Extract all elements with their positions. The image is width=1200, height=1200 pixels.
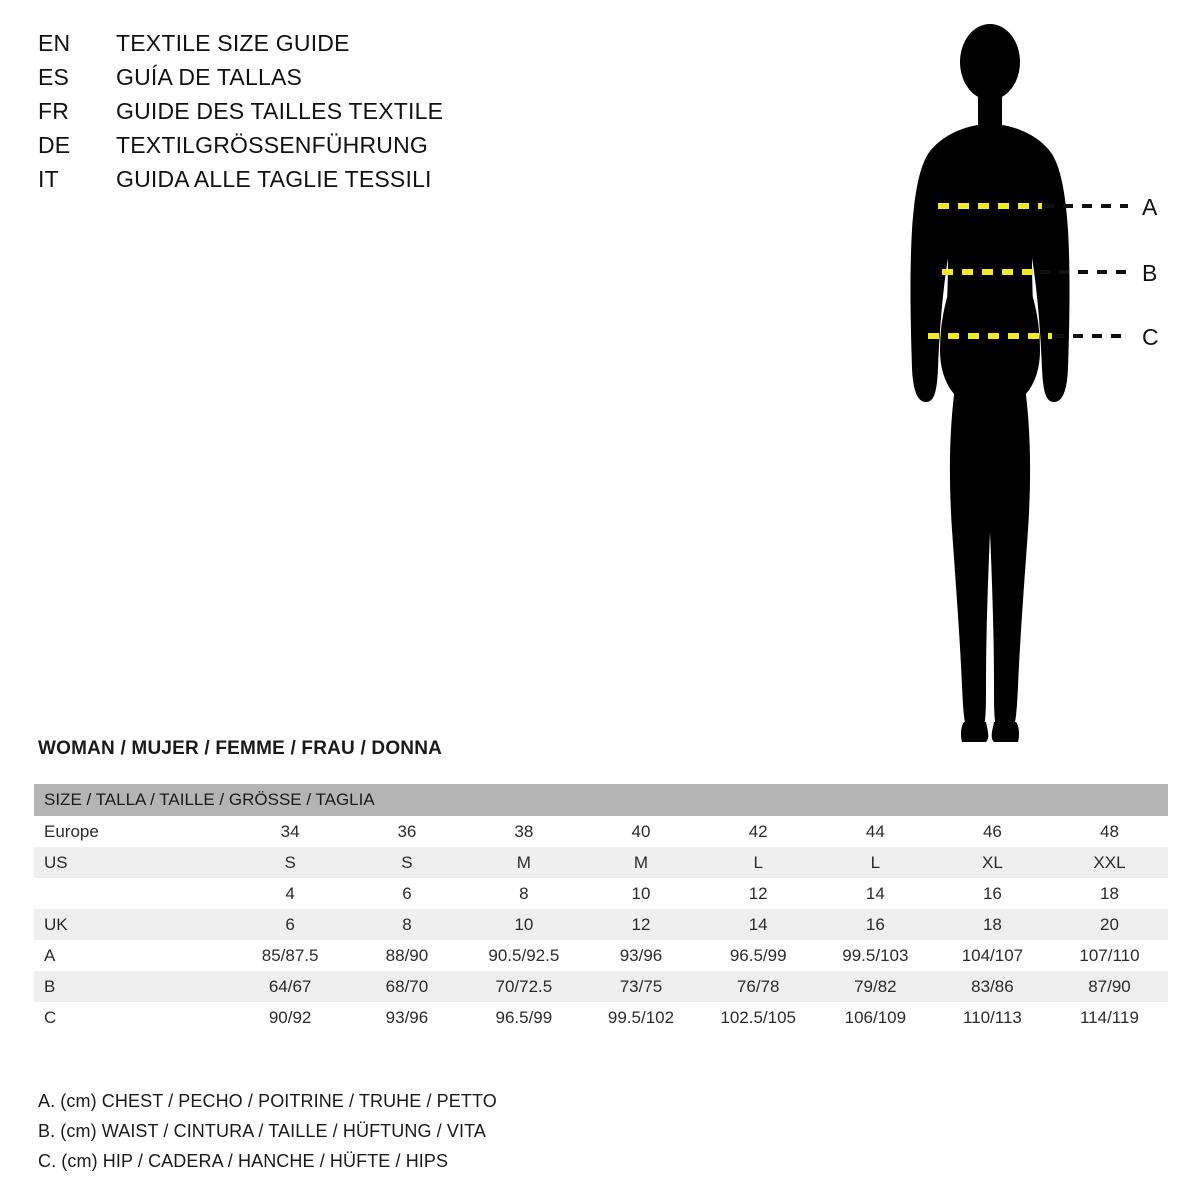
cell: 14 xyxy=(817,878,934,909)
row-label-c: C xyxy=(34,1002,232,1033)
marker-label-a: A xyxy=(1142,194,1158,220)
cell: 110/113 xyxy=(934,1002,1051,1033)
cell: 6 xyxy=(232,909,349,940)
title-row-de xyxy=(38,132,638,166)
language-code-en: EN xyxy=(38,30,71,56)
cell: 42 xyxy=(700,816,817,847)
cell: 70/72.5 xyxy=(465,971,582,1002)
table-row xyxy=(34,940,1168,971)
cell: 76/78 xyxy=(700,971,817,1002)
marker-label-b: B xyxy=(1142,260,1158,286)
cell: S xyxy=(349,847,466,878)
row-label-a: A xyxy=(34,940,232,971)
cell: 73/75 xyxy=(582,971,699,1002)
cell: 90/92 xyxy=(232,1002,349,1033)
cell: 93/96 xyxy=(349,1002,466,1033)
title-text-it: GUIDA ALLE TAGLIE TESSILI xyxy=(116,166,432,192)
cell: 40 xyxy=(582,816,699,847)
row-label-europe: Europe xyxy=(34,816,232,847)
marker-label-c: C xyxy=(1142,324,1159,350)
table-header-row xyxy=(34,784,1168,816)
cell: 38 xyxy=(465,816,582,847)
title-row-it xyxy=(38,166,638,200)
cell: 36 xyxy=(349,816,466,847)
cell: 96.5/99 xyxy=(700,940,817,971)
cell: 16 xyxy=(817,909,934,940)
cell: 18 xyxy=(934,909,1051,940)
title-text-de: TEXTILGRÖSSENFÜHRUNG xyxy=(116,132,428,158)
cell: 18 xyxy=(1051,878,1168,909)
cell: 34 xyxy=(232,816,349,847)
table-row xyxy=(34,971,1168,1002)
cell: L xyxy=(817,847,934,878)
cell: 64/67 xyxy=(232,971,349,1002)
table-row xyxy=(34,909,1168,940)
title-row-fr xyxy=(38,98,638,132)
title-row-en xyxy=(38,30,638,64)
table-row xyxy=(34,878,1168,909)
row-label-us-numeric xyxy=(34,878,232,909)
footnote-a: A. (cm) CHEST / PECHO / POITRINE / TRUHE / PETTO xyxy=(38,1091,497,1111)
cell: M xyxy=(465,847,582,878)
cell: XL xyxy=(934,847,1051,878)
table-row xyxy=(34,816,1168,847)
language-code-it: IT xyxy=(38,166,59,192)
cell: 99.5/102 xyxy=(582,1002,699,1033)
title-row-es xyxy=(38,64,638,98)
cell: 104/107 xyxy=(934,940,1051,971)
cell: 93/96 xyxy=(582,940,699,971)
cell: 90.5/92.5 xyxy=(465,940,582,971)
language-code-fr: FR xyxy=(38,98,70,124)
cell: XXL xyxy=(1051,847,1168,878)
cell: 48 xyxy=(1051,816,1168,847)
female-body-silhouette-icon xyxy=(911,24,1070,742)
cell: 107/110 xyxy=(1051,940,1168,971)
cell: 6 xyxy=(349,878,466,909)
cell: 46 xyxy=(934,816,1051,847)
footnotes xyxy=(38,1086,838,1176)
title-text-en: TEXTILE SIZE GUIDE xyxy=(116,30,350,56)
table-row xyxy=(34,1002,1168,1033)
cell: 87/90 xyxy=(1051,971,1168,1002)
cell: L xyxy=(700,847,817,878)
cell: 114/119 xyxy=(1051,1002,1168,1033)
size-table xyxy=(34,784,1168,1033)
cell: 14 xyxy=(700,909,817,940)
title-text-es: GUÍA DE TALLAS xyxy=(116,64,303,90)
cell: 10 xyxy=(582,878,699,909)
row-label-us: US xyxy=(34,847,232,878)
cell: 68/70 xyxy=(349,971,466,1002)
table-header-cell: SIZE / TALLA / TAILLE / GRÖSSE / TAGLIA xyxy=(34,784,1168,816)
cell: 12 xyxy=(582,909,699,940)
cell: 20 xyxy=(1051,909,1168,940)
cell: 79/82 xyxy=(817,971,934,1002)
cell: 88/90 xyxy=(349,940,466,971)
cell: 4 xyxy=(232,878,349,909)
cell: 85/87.5 xyxy=(232,940,349,971)
language-code-es: ES xyxy=(38,64,70,90)
size-table-wrapper xyxy=(34,784,1168,1033)
cell: 8 xyxy=(349,909,466,940)
cell: 83/86 xyxy=(934,971,1051,1002)
cell: M xyxy=(582,847,699,878)
cell: 44 xyxy=(817,816,934,847)
language-code-de: DE xyxy=(38,132,71,158)
cell: 102.5/105 xyxy=(700,1002,817,1033)
cell: S xyxy=(232,847,349,878)
cell: 99.5/103 xyxy=(817,940,934,971)
cell: 10 xyxy=(465,909,582,940)
cell: 16 xyxy=(934,878,1051,909)
measurement-figure xyxy=(860,20,1190,760)
footnote-b: B. (cm) WAIST / CINTURA / TAILLE / HÜFTUNG / VITA xyxy=(38,1121,486,1141)
cell: 96.5/99 xyxy=(465,1002,582,1033)
cell: 8 xyxy=(465,878,582,909)
section-heading-woman: WOMAN / MUJER / FEMME / FRAU / DONNA xyxy=(38,738,443,759)
row-label-b: B xyxy=(34,971,232,1002)
footnote-c: C. (cm) HIP / CADERA / HANCHE / HÜFTE / HIPS xyxy=(38,1151,449,1171)
title-block xyxy=(38,30,638,200)
table-row xyxy=(34,847,1168,878)
cell: 106/109 xyxy=(817,1002,934,1033)
row-label-uk: UK xyxy=(34,909,232,940)
title-text-fr: GUIDE DES TAILLES TEXTILE xyxy=(116,98,444,124)
cell: 12 xyxy=(700,878,817,909)
